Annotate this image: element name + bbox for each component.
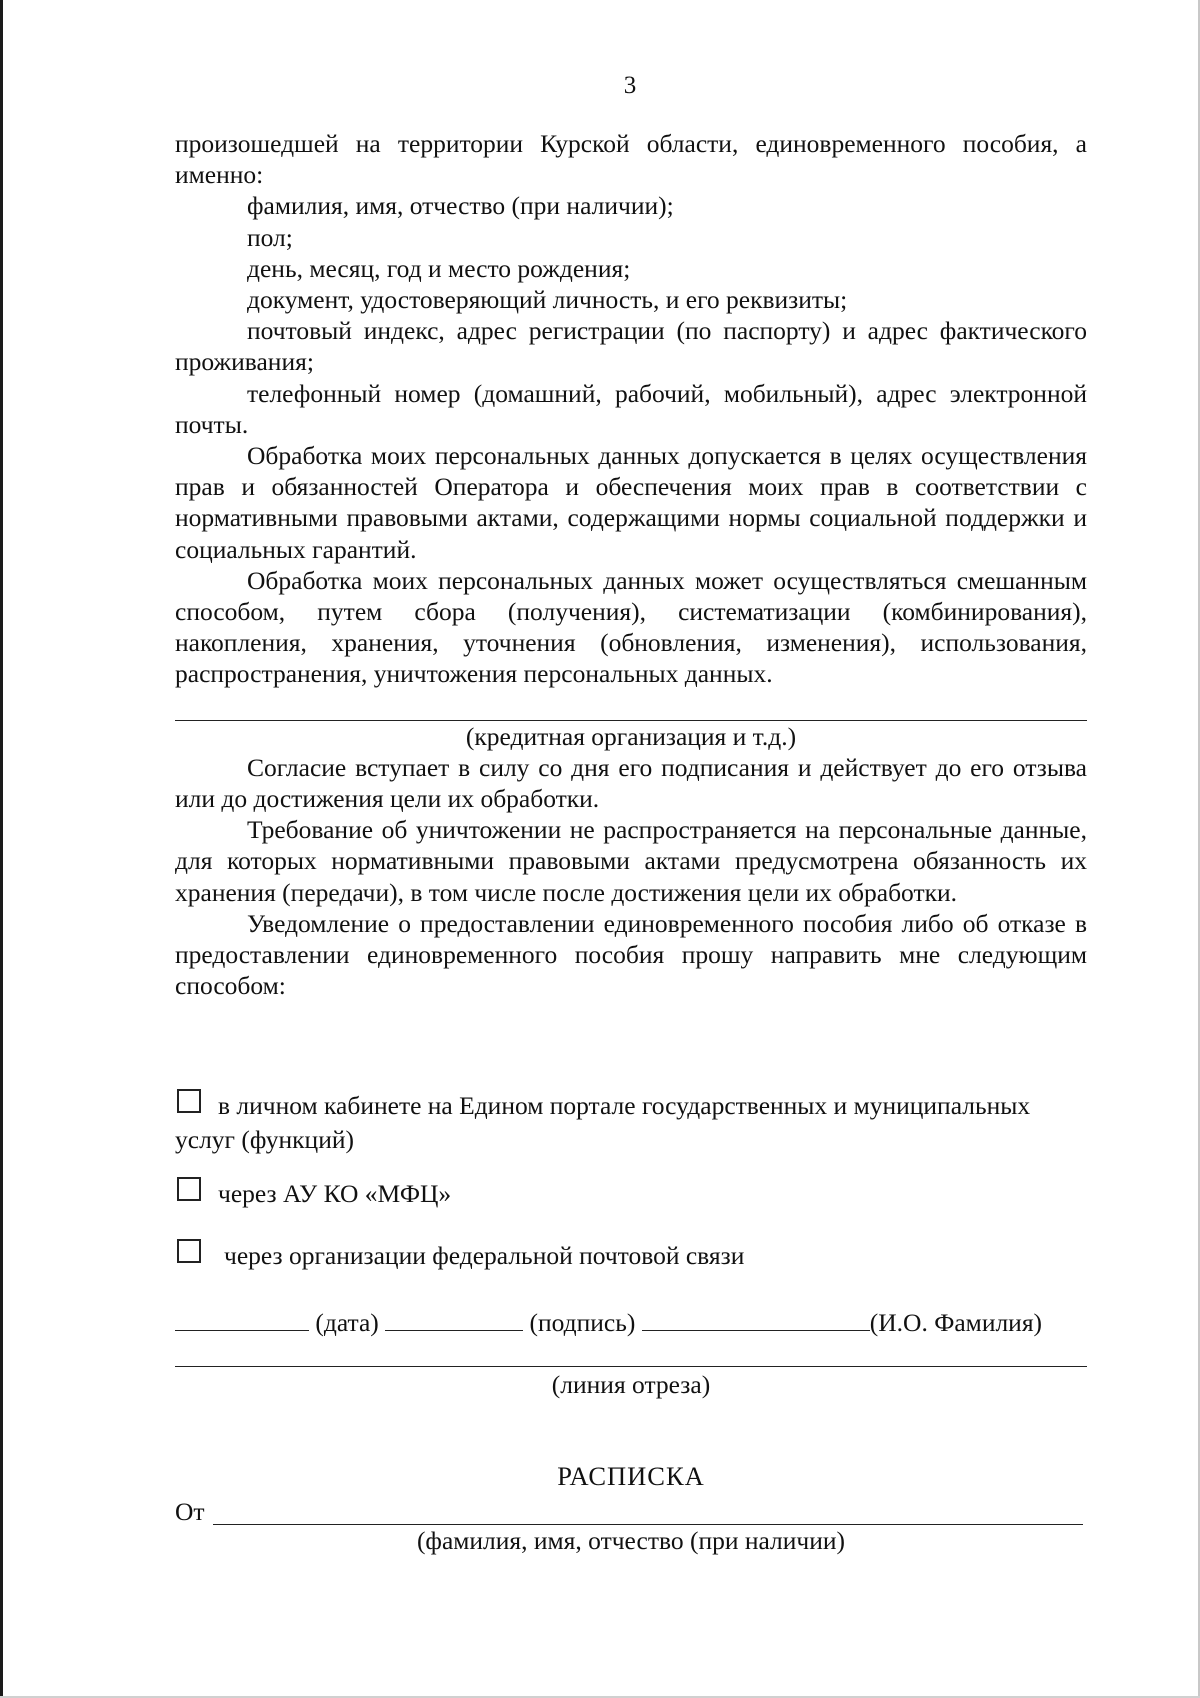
option-mfc[interactable] <box>175 1177 1087 1211</box>
name-label: (И.О. Фамилия) <box>869 1308 1043 1337</box>
option-portal[interactable] <box>175 1089 1087 1157</box>
checkbox-portal[interactable] <box>177 1089 201 1113</box>
date-fill-line[interactable] <box>175 1306 309 1331</box>
option-label: через организации федеральной почтовой связи <box>224 1241 745 1270</box>
from-label: От <box>175 1497 205 1526</box>
from-name-caption: (фамилия, имя, отчество (при наличии) <box>416 1526 846 1555</box>
checkbox-mfc[interactable] <box>177 1177 201 1201</box>
list-item: почтовый индекс, адрес регистрации (по паспорту) и адрес фактического проживания; <box>175 316 1087 377</box>
page-number: 3 <box>623 72 637 99</box>
cut-line <box>175 1366 1087 1367</box>
option-label: через АУ КО «МФЦ» <box>218 1179 452 1208</box>
paragraph-consent: Согласие вступает в силу со дня его подписания и действует до его отзыва или до достижения цели их обработки. <box>175 752 1087 814</box>
document-body <box>175 128 1087 1001</box>
name-fill-line[interactable] <box>642 1306 870 1331</box>
checkbox-post[interactable] <box>177 1239 201 1263</box>
paragraph-processing-purpose: Обработка моих персональных данных допускается в целях осуществления прав и обязанностей Оператора и обеспечения моих прав в соответствии с нормативными правовыми актами, содержащими нормы социальной поддержки и социальных гарантий. <box>175 441 1087 564</box>
scan-edge-left <box>0 0 3 1698</box>
list-item: день, месяц, год и место рождения; <box>247 253 631 283</box>
from-fill-line[interactable] <box>213 1500 1083 1525</box>
receipt-from-row <box>175 1496 1087 1528</box>
list-item: телефонный номер (домашний, рабочий, мобильный), адрес электронной почты. <box>175 378 1087 439</box>
cut-line-label: (линия отреза) <box>551 1370 711 1399</box>
date-label: (дата) <box>315 1308 379 1337</box>
organization-caption: (кредитная организация и т.д.) <box>465 721 797 751</box>
paragraph-notification: Уведомление о предоставлении единовременного пособия либо об отказе в предоставлении единовременного пособия прошу направить мне следующим способом: <box>175 908 1087 1001</box>
list-item: фамилия, имя, отчество (при наличии); <box>247 191 674 221</box>
signature-label: (подпись) <box>529 1308 636 1337</box>
signature-fill-line[interactable] <box>385 1306 523 1331</box>
paragraph-processing-methods: Обработка моих персональных данных может осуществляться смешанным способом, путем сбора (получения), систематизации (комбинирования), накопления, хранения, уточнения (обновления, изменения), использования, распространения, уничтожения персональных данных. <box>175 565 1087 689</box>
list-item: пол; <box>247 222 293 252</box>
option-label: в личном кабинете на Едином портале государственных и муниципальных услуг (функций) <box>175 1091 1031 1154</box>
receipt-title: РАСПИСКА <box>557 1461 705 1491</box>
signature-row <box>175 1306 1087 1339</box>
list-item: документ, удостоверяющий личность, и его реквизиты; <box>247 285 848 315</box>
paragraph-destruction: Требование об уничтожении не распространяется на персональные данные, для которых нормативными правовыми актами предусмотрена обязанность их хранения (передачи), в том числе после достижения цели их обработки. <box>175 815 1087 907</box>
option-post[interactable] <box>175 1239 1087 1273</box>
intro-line: произошедшей на территории Курской области, единовременного пособия, а <box>175 129 1087 158</box>
intro-line: именно: <box>175 160 264 190</box>
